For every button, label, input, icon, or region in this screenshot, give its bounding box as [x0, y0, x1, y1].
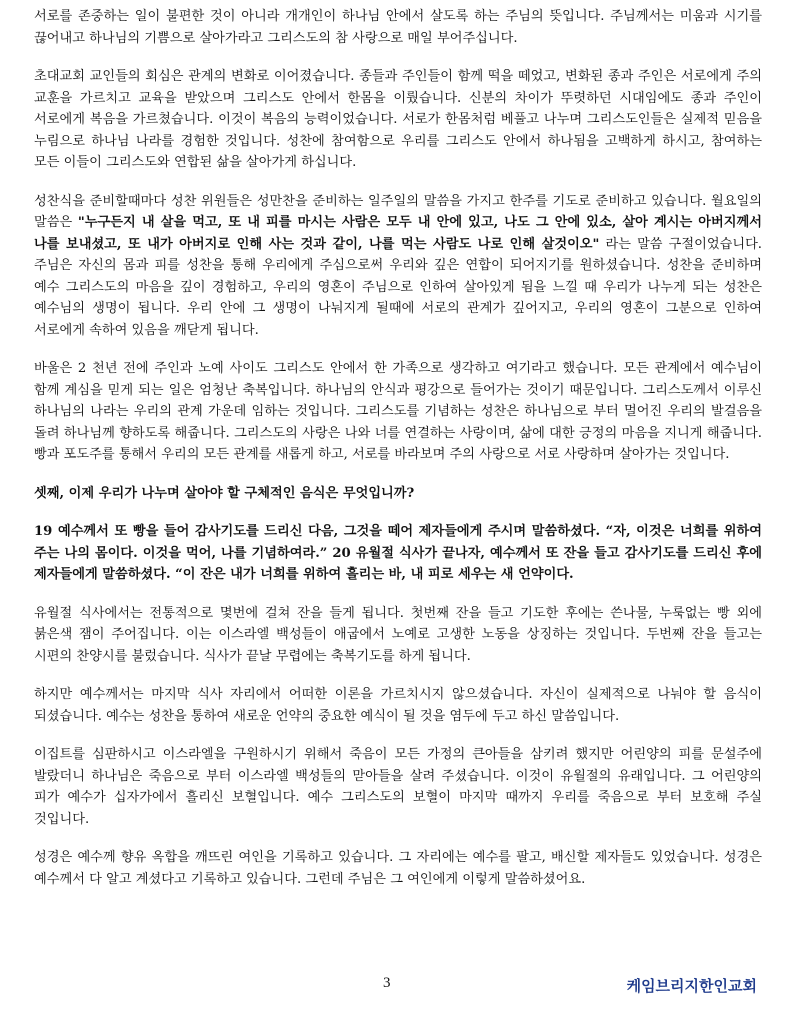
paragraph-3-lead: 성찬식을 준비할때마다 성찬 위원들은 성만찬을 준비하는 일주일의 말씀을 가지고 한주를 기도로 준비하고 있습니다. 월요일의 말씀은	[34, 193, 762, 230]
scripture-passage: 19 예수께서 또 빵을 들어 감사기도를 드리신 다음, 그것을 떼어 제자들에게 주시며 말씀하셨다. “자, 이것은 너희를 위하여 주는 나의 몸이다. 이것을 먹어, 나를 기념하여라.” 20 유월절 식사가 끝나자, 예수께서 또 잔을 들고 감사기도를 드리신 후에 제자들에게 말씀하셨다. “이 잔은 내가 너희를 위하여 흘리는 바, 내 피로 세우는 새 언약이다.	[34, 524, 762, 582]
scripture-quote-inline: "누구든지 내 살을 먹고, 또 내 피를 마시는 사람은 모두 내 안에 있고, 나도 그 안에 있소, 살아 계시는 아버지께서 나를 보내셨고, 또 내가 아버지로 인해 사는 것과 같이, 나를 먹는 사람도 나로 인해 살것이오"	[34, 215, 762, 252]
page-number: 3	[383, 975, 391, 991]
paragraph-4: 바울은 2 천년 전에 주인과 노예 사이도 그리스도 안에서 한 가족으로 생각하고 여기라고 했습니다. 모든 관계에서 예수님이 함께 계심을 믿게 되는 일은 엄청난 축복입니다. 하나님의 안식과 평강으로 들어가는 것이기 때문입니다. 그리스도께서 이루신 하나님의 나라는 우리의 관계 가운데 임하는 것입니다. 그리스도를 기념하는 성찬은 하나님으로 부터 멀어진 우리의 발걸음을 돌려 하나님께 향하도록 해줍니다. 그리스도의 사랑은 나와 너를 연결하는 사랑이며, 삶에 대한 긍정의 마음을 지니게 해줍니다. 빵과 포도주를 통해서 우리의 모든 관계를 새롭게 하고, 서로를 바라보며 주의 사랑으로 서로 사랑하며 살아가는 것입니다.	[34, 361, 762, 462]
paragraph-3-rest: 라는 말씀 구절이었습니다. 주님은 자신의 몸과 피를 성찬을 통해 우리에게 주심으로써 우리와 깊은 연합이 되어지기를 원하셨습니다. 성찬을 준비하며 예수 그리스도의 마음을 깊이 경험하고, 우리의 영혼이 주님으로 인하여 살아있게 됨을 느낄 때 우리가 나누게 되는 성찬은 예수님의 생명이 됩니다. 우리 안에 그 생명이 나눠지게 될때에 서로의 관계가 깊어지고, 우리의 영혼이 그분으로 인하여 서로에게 속하여 있음을 깨닫게 됩니다.	[34, 236, 762, 338]
paragraph-3	[34, 191, 762, 342]
document-page	[34, 0, 762, 1024]
paragraph-2: 초대교회 교인들의 회심은 관계의 변화로 이어졌습니다. 종들과 주인들이 함께 떡을 떼었고, 변화된 종과 주인은 서로에게 주의 교훈을 가르치고 교육을 받았으며 그리스도 안에서 한몸을 이뤘습니다. 신분의 차이가 뚜렷하던 시대임에도 종과 주인이 서로에게 복음을 가르쳤습니다. 이것이 복음의 능력이었습니다. 서로가 한몸처럼 베풀고 나누며 그리스도인들은 실제적 믿음을 누림으로 하나님 나라를 경험한 것입니다. 성찬에 참여함으로 우리를 그리스도 안에서 하나됨을 고백하게 하시고, 참여하는 모든 이들이 그리스도와 연합된 삶을 살아가게 하십니다.	[34, 69, 762, 170]
paragraph-6: 하지만 예수께서는 마지막 식사 자리에서 어떠한 이론을 가르치시지 않으셨습니다. 자신이 실제적으로 나눠야 할 음식이 되셨습니다. 예수는 성찬을 통하여 새로운 언약의 중요한 예식이 될 것을 염두에 두고 하신 말씀입니다.	[34, 687, 762, 724]
church-name: 케임브리지한인교회	[626, 977, 757, 995]
section-heading: 셋째, 이제 우리가 나누며 살아야 할 구체적인 음식은 무엇입니까?	[34, 485, 415, 501]
paragraph-7: 이집트를 심판하시고 이스라엘을 구원하시기 위해서 죽음이 모든 가정의 큰아들을 삼키려 했지만 어린양의 피를 문설주에 발랐더니 하나님은 죽음으로 부터 이스라엘 백성들의 맏아들을 살려 주셨습니다. 이것이 유월절의 유래입니다. 그 어린양의 피가 예수가 십자가에서 흘리신 보혈입니다. 예수 그리스도의 보혈이 마지막 때까지 우리를 죽음으로 부터 보호해 주실 것입니다.	[34, 747, 762, 827]
paragraph-5: 유월절 식사에서는 전통적으로 몇번에 걸쳐 잔을 들게 됩니다. 첫번째 잔을 들고 기도한 후에는 쓴나물, 누룩없는 빵 외에 붉은색 잼이 주어집니다. 이는 이스라엘 백성들이 애굽에서 노예로 고생한 노동을 상징하는 것입니다. 두번째 잔을 들고는 시편의 찬양시를 불렀습니다. 식사가 끝날 무렵에는 축복기도를 하게 됩니다.	[34, 605, 762, 664]
paragraph-8: 성경은 예수께 향유 옥합을 깨뜨린 여인을 기록하고 있습니다. 그 자리에는 예수를 팔고, 배신할 제자들도 있었습니다. 성경은 예수께서 다 알고 계셨다고 기록하고 있습니다. 그런데 주님은 그 여인에게 이렇게 말씀하셨어요.	[34, 850, 762, 887]
paragraph-1: 서로를 존중하는 일이 불편한 것이 아니라 개개인이 하나님 안에서 살도록 하는 주님의 뜻입니다. 주님께서는 미움과 시기를 끊어내고 하나님의 기쁨으로 살아가라고 그리스도의 참 사랑으로 매일 부어주십니다.	[34, 9, 762, 46]
